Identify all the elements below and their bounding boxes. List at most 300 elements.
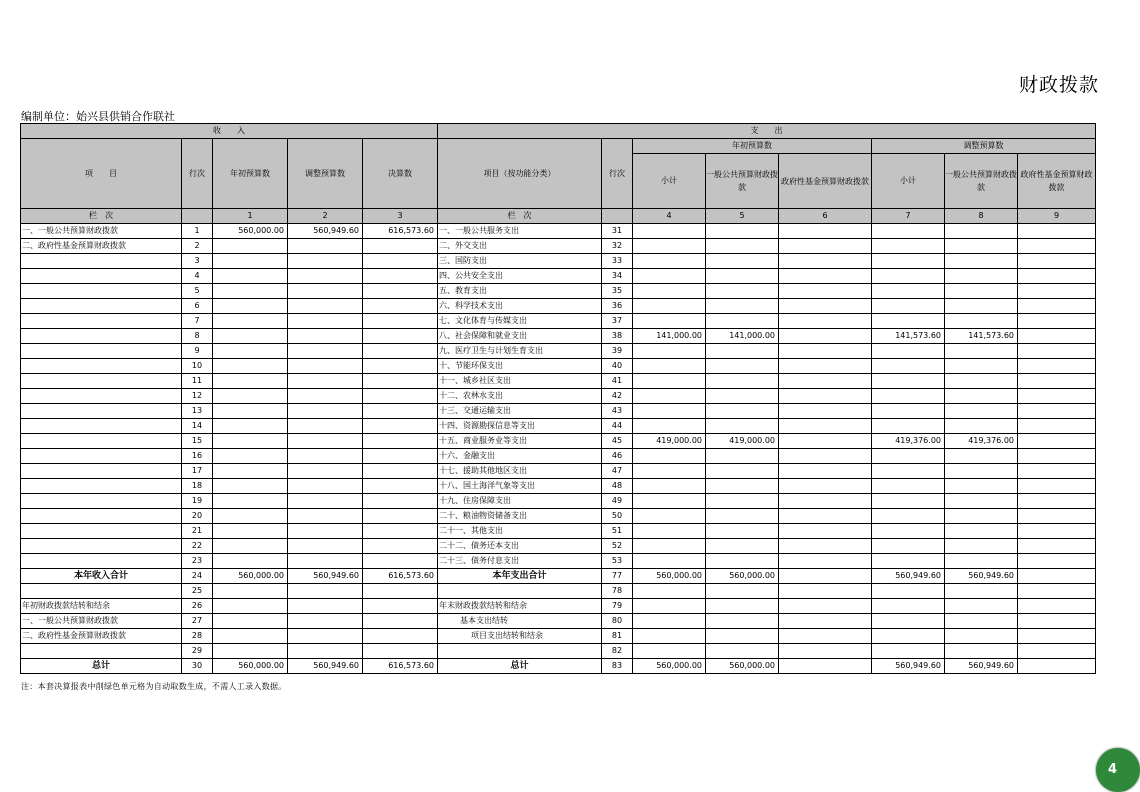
initial-general-cell	[706, 614, 779, 629]
initial-budget-cell	[213, 434, 288, 449]
initial-general-cell	[706, 359, 779, 374]
adjusted-general-cell	[945, 389, 1018, 404]
adjusted-fund-cell	[1018, 614, 1096, 629]
final-cell	[363, 299, 438, 314]
initial-budget-cell: 560,000.00	[213, 569, 288, 584]
row-number: 11	[182, 374, 213, 389]
adjusted-budget-cell: 560,949.60	[288, 224, 363, 239]
row-number: 9	[182, 344, 213, 359]
col-num-7: 7	[872, 209, 945, 224]
row-number: 7	[182, 314, 213, 329]
initial-subtotal-cell	[633, 644, 706, 659]
initial-subtotal-cell	[633, 284, 706, 299]
table-row	[21, 659, 1096, 674]
initial-fund-cell	[779, 524, 872, 539]
expense-item	[438, 584, 602, 599]
initial-general-cell	[706, 479, 779, 494]
expense-row-number: 36	[602, 299, 633, 314]
initial-budget-cell	[213, 344, 288, 359]
adjusted-general-cell	[945, 464, 1018, 479]
final-cell: 616,573.60	[363, 569, 438, 584]
row-number: 5	[182, 284, 213, 299]
adjusted-budget-cell: 560,949.60	[288, 659, 363, 674]
initial-fund-cell	[779, 464, 872, 479]
expense-row-number: 35	[602, 284, 633, 299]
table-row	[21, 269, 1096, 284]
general-public-header: 一般公共预算财政拨款	[706, 154, 779, 209]
adjusted-budget-cell	[288, 584, 363, 599]
table-row	[21, 629, 1096, 644]
expense-item: 三、国防支出	[438, 254, 602, 269]
row-item: 一、一般公共预算财政拨款	[21, 614, 182, 629]
initial-fund-cell	[779, 344, 872, 359]
initial-subtotal-cell	[633, 449, 706, 464]
initial-subtotal-cell	[633, 524, 706, 539]
final-cell	[363, 374, 438, 389]
final-cell	[363, 629, 438, 644]
row-number: 24	[182, 569, 213, 584]
income-header: 收 入	[21, 124, 438, 139]
initial-subtotal-cell	[633, 419, 706, 434]
initial-fund-cell	[779, 599, 872, 614]
expense-row-number: 41	[602, 374, 633, 389]
initial-subtotal-cell	[633, 479, 706, 494]
initial-general-cell	[706, 644, 779, 659]
row-item	[21, 374, 182, 389]
row-number: 14	[182, 419, 213, 434]
adjusted-subtotal-cell	[872, 254, 945, 269]
adjusted-general-cell: 560,949.60	[945, 569, 1018, 584]
initial-general-cell	[706, 404, 779, 419]
expense-item: 十二、农林水支出	[438, 389, 602, 404]
row-number: 23	[182, 554, 213, 569]
row-item: 本年收入合计	[21, 569, 182, 584]
initial-budget-cell	[213, 629, 288, 644]
row-no-header-2: 行次	[602, 139, 633, 209]
expense-item: 十九、住房保障支出	[438, 494, 602, 509]
expense-row-number: 32	[602, 239, 633, 254]
table-row	[21, 509, 1096, 524]
initial-subtotal-cell: 560,000.00	[633, 569, 706, 584]
initial-budget-cell	[213, 269, 288, 284]
adjusted-fund-cell	[1018, 509, 1096, 524]
initial-general-cell: 560,000.00	[706, 659, 779, 674]
adjusted-budget-cell	[288, 314, 363, 329]
row-number: 28	[182, 629, 213, 644]
expense-item: 二、外交支出	[438, 239, 602, 254]
row-number: 1	[182, 224, 213, 239]
initial-budget-cell: 560,000.00	[213, 224, 288, 239]
adjusted-budget-cell	[288, 389, 363, 404]
initial-fund-cell	[779, 389, 872, 404]
adjusted-general-cell: 419,376.00	[945, 434, 1018, 449]
row-item	[21, 299, 182, 314]
initial-subtotal-cell	[633, 584, 706, 599]
expense-item: 十四、资源勘探信息等支出	[438, 419, 602, 434]
adjusted-budget-cell	[288, 359, 363, 374]
initial-subtotal-cell: 141,000.00	[633, 329, 706, 344]
adjusted-fund-cell	[1018, 644, 1096, 659]
table-row	[21, 419, 1096, 434]
table-row	[21, 494, 1096, 509]
table-row	[21, 314, 1096, 329]
table-row	[21, 434, 1096, 449]
adjusted-general-cell	[945, 644, 1018, 659]
table-row	[21, 554, 1096, 569]
adjusted-subtotal-cell	[872, 374, 945, 389]
row-number: 21	[182, 524, 213, 539]
col-num-6: 6	[779, 209, 872, 224]
row-number: 2	[182, 239, 213, 254]
adjusted-fund-cell	[1018, 539, 1096, 554]
page-badge[interactable]: 4	[1096, 748, 1140, 792]
initial-budget-cell	[213, 449, 288, 464]
initial-general-cell	[706, 239, 779, 254]
col-num-5: 5	[706, 209, 779, 224]
initial-budget-cell	[213, 284, 288, 299]
initial-general-cell	[706, 494, 779, 509]
adjusted-fund-cell	[1018, 299, 1096, 314]
table-row	[21, 254, 1096, 269]
adjusted-fund-cell	[1018, 389, 1096, 404]
initial-general-cell	[706, 374, 779, 389]
expense-item: 七、文化体育与传媒支出	[438, 314, 602, 329]
col-num-3: 3	[363, 209, 438, 224]
row-item	[21, 419, 182, 434]
adjusted-budget-cell	[288, 299, 363, 314]
row-item	[21, 404, 182, 419]
expense-item: 十六、金融支出	[438, 449, 602, 464]
adjusted-budget-cell	[288, 629, 363, 644]
row-item	[21, 359, 182, 374]
expense-item	[438, 644, 602, 659]
row-item	[21, 524, 182, 539]
adjusted-general-cell	[945, 539, 1018, 554]
row-item	[21, 479, 182, 494]
row-item	[21, 554, 182, 569]
adjusted-subtotal-cell	[872, 239, 945, 254]
initial-general-cell	[706, 419, 779, 434]
initial-budget-cell	[213, 539, 288, 554]
adjusted-budget-cell	[288, 329, 363, 344]
adjusted-fund-cell	[1018, 494, 1096, 509]
initial-general-cell	[706, 539, 779, 554]
final-cell	[363, 539, 438, 554]
adjusted-subtotal-cell	[872, 404, 945, 419]
expense-row-number: 77	[602, 569, 633, 584]
row-item	[21, 269, 182, 284]
initial-subtotal-cell	[633, 509, 706, 524]
initial-fund-cell	[779, 359, 872, 374]
initial-subtotal-cell	[633, 614, 706, 629]
final-header: 决算数	[363, 139, 438, 209]
row-number: 27	[182, 614, 213, 629]
row-number: 17	[182, 464, 213, 479]
final-cell	[363, 524, 438, 539]
adjusted-subtotal-cell	[872, 524, 945, 539]
adjusted-budget-cell	[288, 494, 363, 509]
table-row	[21, 584, 1096, 599]
row-number: 10	[182, 359, 213, 374]
table-row	[21, 329, 1096, 344]
adjusted-subtotal-cell	[872, 539, 945, 554]
expense-item: 项目支出结转和结余	[438, 629, 602, 644]
initial-group-header: 年初预算数	[633, 139, 872, 154]
expense-row-number: 42	[602, 389, 633, 404]
row-no-header: 行次	[182, 139, 213, 209]
expense-row-number: 80	[602, 614, 633, 629]
adjusted-budget-cell	[288, 614, 363, 629]
adjusted-subtotal-cell	[872, 299, 945, 314]
expense-row-number: 79	[602, 599, 633, 614]
initial-subtotal-cell	[633, 224, 706, 239]
expense-item: 四、公共安全支出	[438, 269, 602, 284]
adjusted-subtotal-cell	[872, 554, 945, 569]
row-number: 22	[182, 539, 213, 554]
initial-fund-cell	[779, 434, 872, 449]
expense-row-number: 46	[602, 449, 633, 464]
initial-general-cell	[706, 449, 779, 464]
adjusted-subtotal-cell	[872, 479, 945, 494]
initial-general-cell	[706, 284, 779, 299]
expense-item: 十五、商业服务业等支出	[438, 434, 602, 449]
initial-budget-cell	[213, 254, 288, 269]
adjusted-subtotal-cell	[872, 599, 945, 614]
adjusted-general-cell: 560,949.60	[945, 659, 1018, 674]
adjusted-budget-header: 调整预算数	[288, 139, 363, 209]
unit-label: 编制单位：始兴县供销合作联社	[21, 110, 175, 123]
adjusted-general-cell	[945, 584, 1018, 599]
adjusted-fund-cell	[1018, 344, 1096, 359]
final-cell	[363, 389, 438, 404]
final-cell: 616,573.60	[363, 659, 438, 674]
initial-fund-cell	[779, 329, 872, 344]
initial-subtotal-cell	[633, 374, 706, 389]
adjusted-fund-cell	[1018, 524, 1096, 539]
adjusted-general-cell	[945, 299, 1018, 314]
col-num-8: 8	[945, 209, 1018, 224]
table-row	[21, 479, 1096, 494]
col-label: 栏 次	[21, 209, 182, 224]
expense-row-number: 38	[602, 329, 633, 344]
initial-fund-cell	[779, 254, 872, 269]
table-row	[21, 344, 1096, 359]
row-number: 20	[182, 509, 213, 524]
initial-subtotal-cell	[633, 239, 706, 254]
adjusted-fund-cell	[1018, 314, 1096, 329]
initial-fund-cell	[779, 509, 872, 524]
table-row	[21, 284, 1096, 299]
expense-item: 十七、援助其他地区支出	[438, 464, 602, 479]
adjusted-subtotal-cell	[872, 359, 945, 374]
initial-fund-cell	[779, 584, 872, 599]
expense-row-number: 45	[602, 434, 633, 449]
adjusted-fund-cell	[1018, 449, 1096, 464]
initial-subtotal-cell	[633, 629, 706, 644]
expense-row-number: 33	[602, 254, 633, 269]
expense-item: 十一、城乡社区支出	[438, 374, 602, 389]
subtotal-header: 小计	[633, 154, 706, 209]
final-cell	[363, 614, 438, 629]
row-number: 12	[182, 389, 213, 404]
row-item: 二、政府性基金预算财政拨款	[21, 629, 182, 644]
initial-subtotal-cell	[633, 539, 706, 554]
adjusted-subtotal-cell	[872, 269, 945, 284]
adjusted-general-cell	[945, 359, 1018, 374]
row-number: 8	[182, 329, 213, 344]
expense-row-number: 47	[602, 464, 633, 479]
initial-subtotal-cell	[633, 299, 706, 314]
initial-budget-cell	[213, 464, 288, 479]
adjusted-subtotal-cell	[872, 344, 945, 359]
final-cell	[363, 314, 438, 329]
initial-general-cell	[706, 389, 779, 404]
initial-fund-cell	[779, 299, 872, 314]
expense-item: 十八、国土海洋气象等支出	[438, 479, 602, 494]
adjusted-general-cell	[945, 629, 1018, 644]
adjusted-fund-cell	[1018, 239, 1096, 254]
adjusted-fund-cell	[1018, 599, 1096, 614]
adjusted-general-cell	[945, 239, 1018, 254]
row-number: 19	[182, 494, 213, 509]
expense-item: 本年支出合计	[438, 569, 602, 584]
row-item	[21, 389, 182, 404]
adjusted-subtotal-cell: 419,376.00	[872, 434, 945, 449]
adjusted-budget-cell	[288, 254, 363, 269]
row-item	[21, 284, 182, 299]
expense-row-number: 44	[602, 419, 633, 434]
row-number: 25	[182, 584, 213, 599]
table-row	[21, 524, 1096, 539]
initial-subtotal-cell	[633, 404, 706, 419]
initial-general-cell	[706, 509, 779, 524]
row-item: 一、一般公共预算财政拨款	[21, 224, 182, 239]
expense-item: 年末财政拨款结转和结余	[438, 599, 602, 614]
row-item	[21, 644, 182, 659]
table-row	[21, 389, 1096, 404]
adjusted-general-cell	[945, 224, 1018, 239]
expense-row-number: 52	[602, 539, 633, 554]
expense-row-number: 43	[602, 404, 633, 419]
adjusted-general-cell	[945, 269, 1018, 284]
report-title: 财政拨款	[1018, 74, 1099, 96]
final-cell	[363, 359, 438, 374]
final-cell	[363, 329, 438, 344]
adjusted-budget-cell	[288, 434, 363, 449]
adjusted-general-cell	[945, 284, 1018, 299]
row-number: 13	[182, 404, 213, 419]
adjusted-fund-cell	[1018, 554, 1096, 569]
expense-row-number: 49	[602, 494, 633, 509]
initial-fund-cell	[779, 479, 872, 494]
adjusted-general-cell	[945, 614, 1018, 629]
adjusted-general-cell: 141,573.60	[945, 329, 1018, 344]
initial-general-cell: 141,000.00	[706, 329, 779, 344]
table-row	[21, 569, 1096, 584]
initial-budget-cell: 560,000.00	[213, 659, 288, 674]
col-empty	[182, 209, 213, 224]
initial-general-cell	[706, 344, 779, 359]
adjusted-fund-cell	[1018, 254, 1096, 269]
adjusted-subtotal-cell	[872, 419, 945, 434]
adjusted-general-cell	[945, 554, 1018, 569]
adjusted-fund-cell	[1018, 659, 1096, 674]
initial-subtotal-cell	[633, 344, 706, 359]
initial-general-cell	[706, 464, 779, 479]
table-row	[21, 224, 1096, 239]
initial-fund-cell	[779, 449, 872, 464]
final-cell	[363, 644, 438, 659]
adjusted-fund-cell	[1018, 464, 1096, 479]
adjusted-budget-cell	[288, 404, 363, 419]
row-number: 26	[182, 599, 213, 614]
footnote: 注：本套决算报表中削绿色单元格为自动取数生成，不需人工录入数据。	[21, 682, 287, 691]
initial-fund-cell	[779, 239, 872, 254]
initial-budget-cell	[213, 614, 288, 629]
row-item: 总计	[21, 659, 182, 674]
adjusted-budget-cell	[288, 539, 363, 554]
adjusted-fund-cell	[1018, 404, 1096, 419]
expense-item: 八、社会保障和就业支出	[438, 329, 602, 344]
row-number: 4	[182, 269, 213, 284]
adjusted-fund-cell	[1018, 269, 1096, 284]
gov-fund-header-2: 政府性基金预算财政拨款	[1018, 154, 1096, 209]
final-cell	[363, 464, 438, 479]
adjusted-subtotal-cell	[872, 224, 945, 239]
expense-item: 总计	[438, 659, 602, 674]
initial-general-cell	[706, 599, 779, 614]
table-row	[21, 404, 1096, 419]
initial-fund-cell	[779, 659, 872, 674]
row-item	[21, 329, 182, 344]
row-item	[21, 314, 182, 329]
adjusted-subtotal-cell	[872, 644, 945, 659]
adjusted-fund-cell	[1018, 569, 1096, 584]
expense-item: 五、教育支出	[438, 284, 602, 299]
expense-item: 十、节能环保支出	[438, 359, 602, 374]
final-cell	[363, 344, 438, 359]
adjusted-general-cell	[945, 254, 1018, 269]
adjusted-subtotal-cell	[872, 464, 945, 479]
initial-general-cell: 419,000.00	[706, 434, 779, 449]
final-cell	[363, 599, 438, 614]
adjusted-budget-cell	[288, 599, 363, 614]
initial-fund-cell	[779, 419, 872, 434]
expense-item: 十三、交通运输支出	[438, 404, 602, 419]
row-number: 18	[182, 479, 213, 494]
initial-budget-cell	[213, 299, 288, 314]
row-item	[21, 254, 182, 269]
adjusted-fund-cell	[1018, 584, 1096, 599]
final-cell	[363, 284, 438, 299]
adjusted-budget-cell	[288, 554, 363, 569]
row-item: 年初财政拨款结转和结余	[21, 599, 182, 614]
col-empty-2	[602, 209, 633, 224]
initial-fund-cell	[779, 614, 872, 629]
final-cell	[363, 404, 438, 419]
initial-fund-cell	[779, 554, 872, 569]
initial-budget-cell	[213, 584, 288, 599]
expense-row-number: 53	[602, 554, 633, 569]
adjusted-budget-cell	[288, 344, 363, 359]
final-cell	[363, 494, 438, 509]
table-row	[21, 644, 1096, 659]
initial-budget-header: 年初预算数	[213, 139, 288, 209]
final-cell	[363, 479, 438, 494]
adjusted-general-cell	[945, 419, 1018, 434]
initial-budget-cell	[213, 239, 288, 254]
adjusted-general-cell	[945, 524, 1018, 539]
